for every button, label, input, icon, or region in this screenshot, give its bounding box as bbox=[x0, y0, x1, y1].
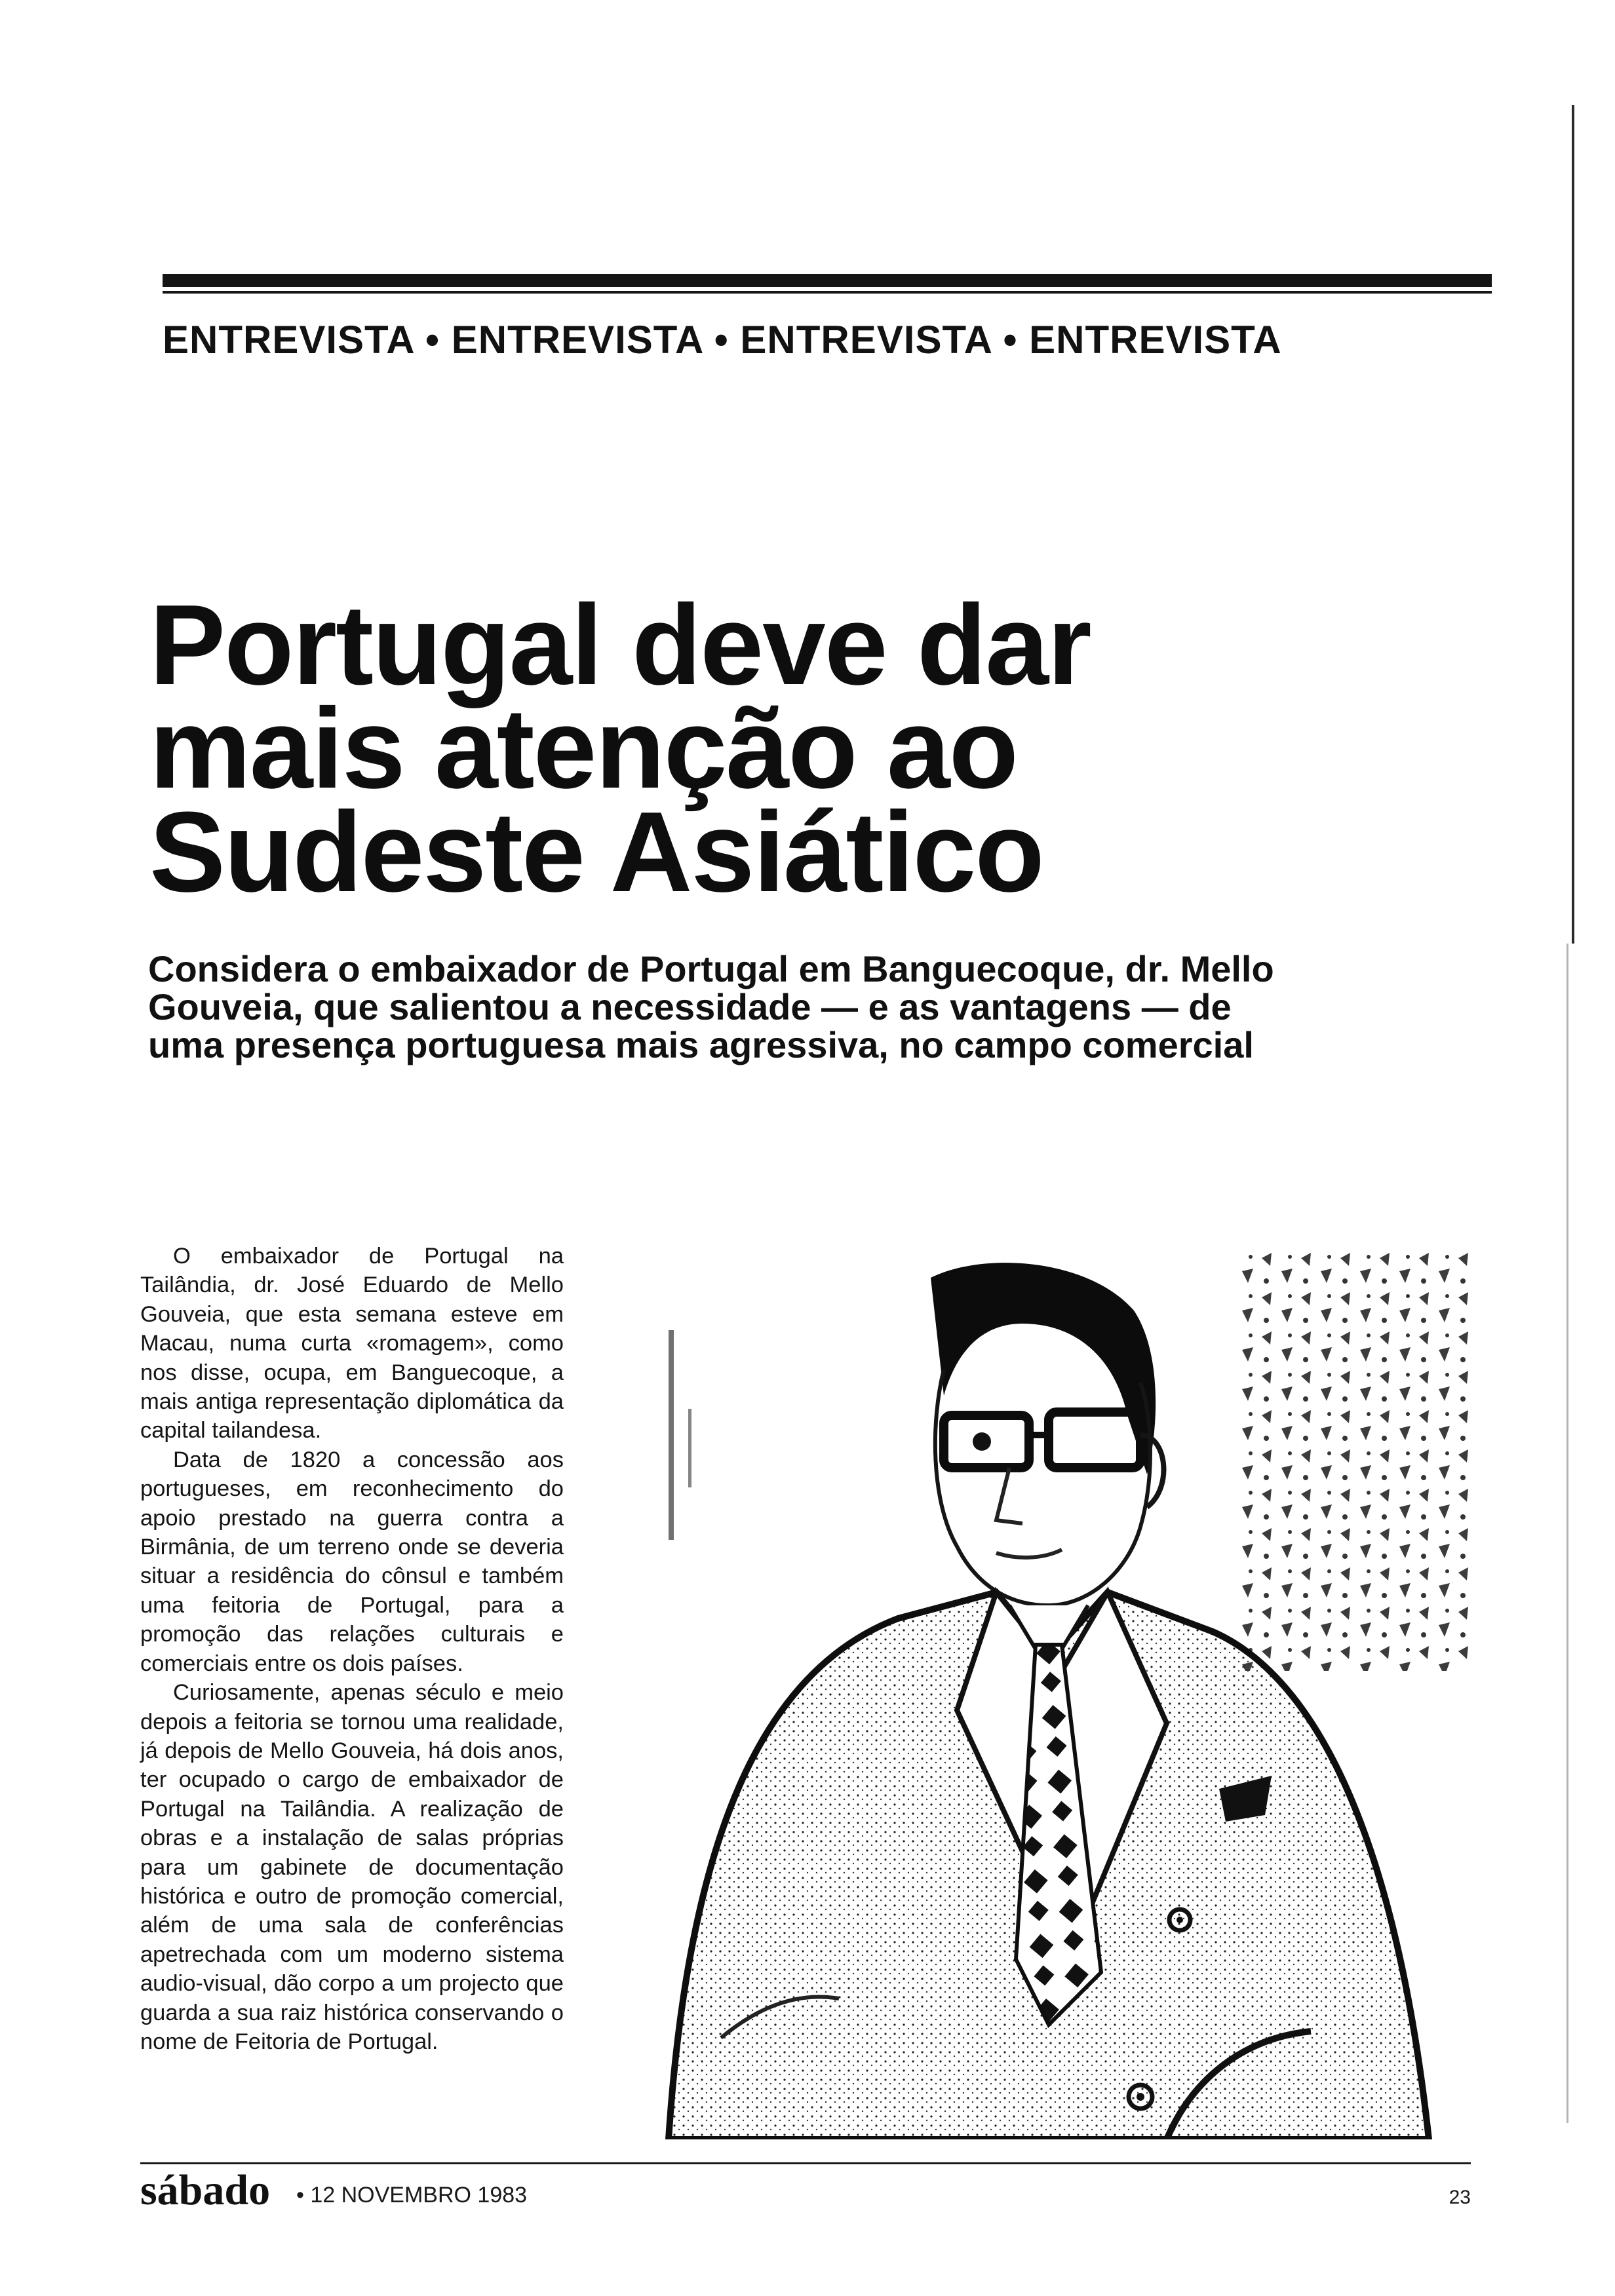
page-number: 23 bbox=[1449, 2187, 1471, 2208]
issue-date: • 12 NOVEMBRO 1983 bbox=[296, 2183, 528, 2208]
scan-edge-line-lower bbox=[1566, 944, 1568, 2123]
section-kicker: ENTREVISTA • ENTREVISTA • ENTREVISTA • ENTREVISTA bbox=[163, 318, 1282, 362]
publication-logo: sábado bbox=[140, 2166, 271, 2214]
scan-edge-line bbox=[1572, 105, 1574, 944]
footer-rule bbox=[140, 2162, 1471, 2164]
article-dek: Considera o embaixador de Portugal em Banguecoque, dr. Mello Gouveia, que salientou a necessidade — e as vantagens — de uma presença portuguesa mais agressiva, no campo comercial bbox=[148, 948, 1274, 1065]
header-rule-thick bbox=[163, 274, 1492, 287]
ambassador-photo bbox=[590, 1252, 1468, 2139]
body-paragraph-2: Data de 1820 a concessão aos portugueses, em reconhecimento do apoio prestado na guerra contra a Birmânia, de um terreno onde se deveria situar a residência do cônsul e também uma feitoria de Portugal, para a promoção das relações culturais e comerciais entre os dois países. bbox=[140, 1447, 564, 1676]
header-rule-thin bbox=[163, 291, 1492, 294]
article-headline bbox=[149, 581, 1277, 915]
body-paragraph-3: Curiosamente, apenas século e meio depois a feitoria se tornou uma realidade, já depois de Mello Gouveia, há dois anos, ter ocupado o cargo de embaixador de Portugal na Tailândia. A realização de obras e a instalação de salas próprias para um gabinete de documentação histórica e outro de promoção comercial, além de uma sala de conferências apetrechada com um moderno sistema audio-visual, dão corpo a um projecto que guarda a sua raiz histórica conservando o nome de Feitoria de Portugal. bbox=[140, 1680, 564, 2054]
headline-line-2: mais atenção ao bbox=[149, 684, 1017, 812]
headline-line-1: Portugal deve dar bbox=[149, 581, 1091, 708]
body-paragraph-1: O embaixador de Portugal na Tailândia, dr. José Eduardo de Mello Gouveia, que esta semana esteve em Macau, numa curta «romagem», como nos disse, ocupa, em Banguecoque, a mais antiga representação diplomática da capital tailandesa. bbox=[140, 1244, 564, 1444]
headline-line-3: Sudeste Asiático bbox=[149, 788, 1043, 915]
article-body bbox=[140, 1242, 564, 2056]
